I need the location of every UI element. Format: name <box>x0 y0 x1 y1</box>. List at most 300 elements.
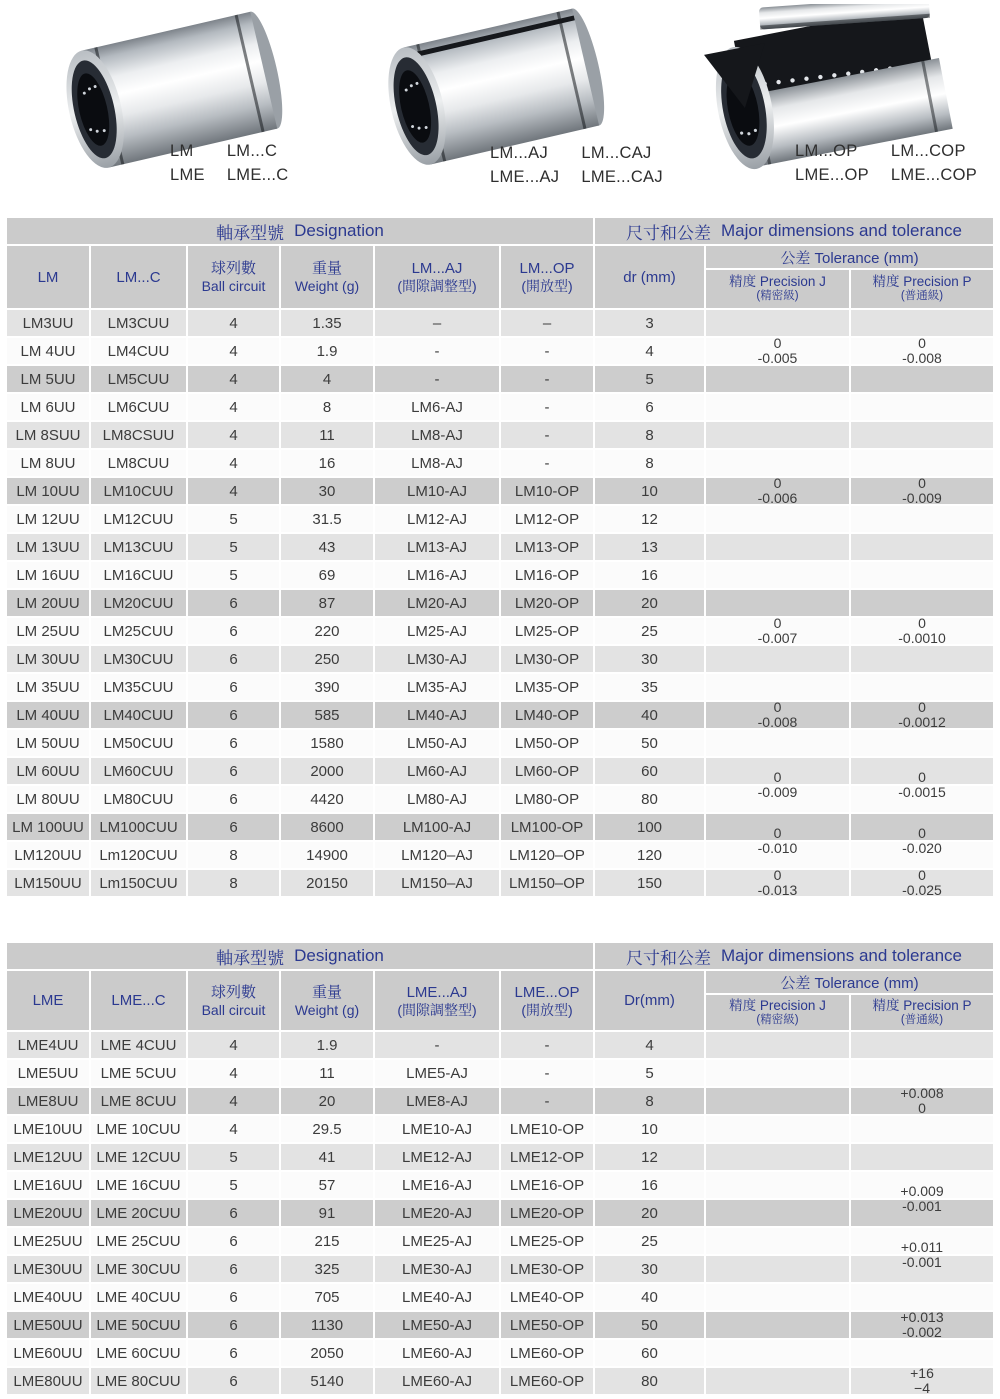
table-cell: LM35-OP <box>501 674 593 700</box>
table-cell: 4 <box>281 366 373 392</box>
table-cell: LM 20UU <box>7 590 89 616</box>
table-cell: LM150–AJ <box>375 870 499 896</box>
table-cell: LME10UU <box>7 1116 89 1142</box>
table-cell: LM60-AJ <box>375 758 499 784</box>
table-cell: 10 <box>595 1116 704 1142</box>
table-cell: LME20UU <box>7 1200 89 1226</box>
table-cell: LME50-AJ <box>375 1312 499 1338</box>
table-cell: LM35CUU <box>91 674 186 700</box>
tolerance-value: 0 -0.009 <box>902 475 942 506</box>
table-cell: 6 <box>188 590 279 616</box>
table-cell: - <box>501 450 593 476</box>
table-cell: - <box>501 1032 593 1058</box>
table-row <box>7 1284 993 1310</box>
table-row <box>7 1032 993 1058</box>
table-cell: LM8CSUU <box>91 422 186 448</box>
table-cell: 11 <box>281 1060 373 1086</box>
table-cell: LME20-OP <box>501 1200 593 1226</box>
table-cell: 16 <box>281 450 373 476</box>
table-cell: LME25-OP <box>501 1228 593 1254</box>
table-cell: 50 <box>595 730 704 756</box>
table-cell: LM6CUU <box>91 394 186 420</box>
table-cell: 60 <box>595 758 704 784</box>
tolerance-value: 0 -0.010 <box>757 825 798 856</box>
table-cell: 5140 <box>281 1368 373 1394</box>
table-cell: 4 <box>188 478 279 504</box>
table-cell: LME60-AJ <box>375 1368 499 1394</box>
table-row <box>7 1085 993 1116</box>
table-cell: LM50CUU <box>91 730 186 756</box>
table-cell: 215 <box>281 1228 373 1254</box>
table-cell: LM20CUU <box>91 590 186 616</box>
table-cell: LM 100UU <box>7 814 89 840</box>
table-row <box>7 394 993 420</box>
table-cell: 4 <box>188 394 279 420</box>
table-cell <box>851 534 993 560</box>
table-cell: LM120–AJ <box>375 842 499 868</box>
table-cell <box>706 1172 849 1198</box>
designation-title: 軸承型號 Designation <box>7 218 593 244</box>
tolerance-header-group <box>706 971 993 1030</box>
col-header-tolerance: 公差 Tolerance (mm) <box>706 971 993 993</box>
table-cell <box>851 1116 993 1142</box>
col-header-aj: LM...AJ (間隙調整型) <box>375 246 499 308</box>
table-cell: 1.9 <box>281 338 373 364</box>
table-cell: 1.9 <box>281 1032 373 1058</box>
table-cell: - <box>501 366 593 392</box>
table-cell <box>706 1060 849 1086</box>
table-cell: LM80CUU <box>91 786 186 812</box>
table-cell: LM 25UU <box>7 618 89 644</box>
table-cell: LM150UU <box>7 870 89 896</box>
table-cell: LME60-OP <box>501 1340 593 1366</box>
label-lme: LME <box>170 166 205 184</box>
col-header-precision-j: 精度 Precision J (精密級) <box>706 270 849 308</box>
table-row <box>7 1116 993 1142</box>
col-header-lm: LM <box>7 246 89 308</box>
table-cell: LME80UU <box>7 1368 89 1394</box>
label-lm: LM <box>170 142 194 160</box>
table-cell: LME8UU <box>7 1088 89 1114</box>
table-cell: LM 4UU <box>7 338 89 364</box>
table-cell <box>851 450 993 476</box>
col-header-precision-p: 精度 Precision P (普通級) <box>851 995 993 1030</box>
table-cell: 80 <box>595 1368 704 1394</box>
table-cell: 31.5 <box>281 506 373 532</box>
table-cell: LM80-AJ <box>375 786 499 812</box>
table-cell: 6 <box>188 618 279 644</box>
table-cell <box>706 1368 849 1394</box>
table-cell: LME 40CUU <box>91 1284 186 1310</box>
table-cell: 57 <box>281 1172 373 1198</box>
table-cell <box>706 562 849 588</box>
tolerance-value: 0 -0.020 <box>902 825 942 856</box>
table-cell <box>851 422 993 448</box>
table-cell: 4 <box>188 422 279 448</box>
table-cell: 4 <box>188 450 279 476</box>
table-cell: LM80-OP <box>501 786 593 812</box>
table-cell: LME60-OP <box>501 1368 593 1394</box>
table-cell: 6 <box>188 814 279 840</box>
table-cell: 30 <box>595 646 704 672</box>
table-cell: 4 <box>188 338 279 364</box>
table-cell: LM10CUU <box>91 478 186 504</box>
table-cell <box>706 394 849 420</box>
table-cell: LM50-OP <box>501 730 593 756</box>
table-cell: 2050 <box>281 1340 373 1366</box>
table-cell: 4 <box>188 1116 279 1142</box>
tolerance-value: 0 -0.009 <box>757 769 798 800</box>
table-cell: LME16-AJ <box>375 1172 499 1198</box>
tolerance-value: 0 -0.025 <box>902 867 942 898</box>
table-cell: LM120–OP <box>501 842 593 868</box>
lme-table-title-row <box>7 943 993 969</box>
col-header-ball-circuit: 球列數 Ball circuit <box>188 971 279 1030</box>
table-cell: LM13-OP <box>501 534 593 560</box>
table-cell: 29.5 <box>281 1116 373 1142</box>
tolerance-value: 0 -0.013 <box>757 867 798 898</box>
table-cell <box>851 310 993 336</box>
tolerance-value: 0 -0.007 <box>757 615 798 646</box>
label-lme-aj: LME...AJ <box>490 168 560 186</box>
table-cell <box>851 730 993 756</box>
designation-title: 軸承型號 Designation <box>7 943 593 969</box>
table-cell: LM20-OP <box>501 590 593 616</box>
table-cell: 1580 <box>281 730 373 756</box>
table-cell: LM 40UU <box>7 702 89 728</box>
table-row <box>7 1365 993 1396</box>
table-cell: 5 <box>188 506 279 532</box>
table-cell: LME 8CUU <box>91 1088 186 1114</box>
table-cell: LM120UU <box>7 842 89 868</box>
table-cell: LM25-OP <box>501 618 593 644</box>
table-cell <box>851 394 993 420</box>
table-cell: 220 <box>281 618 373 644</box>
table-cell: LME50-OP <box>501 1312 593 1338</box>
open-bearing-labels <box>795 142 977 185</box>
table-cell: 12 <box>595 1144 704 1170</box>
table-row <box>7 1256 993 1282</box>
table-cell <box>706 674 849 700</box>
table-cell: 25 <box>595 1228 704 1254</box>
label-lm-op: LM...OP <box>795 142 858 160</box>
table-cell: 5 <box>188 1144 279 1170</box>
table-cell: 5 <box>595 366 704 392</box>
table-cell <box>706 422 849 448</box>
table-cell <box>706 1284 849 1310</box>
col-header-ball-circuit: 球列數 Ball circuit <box>188 246 279 308</box>
table-cell: LM 8UU <box>7 450 89 476</box>
table-cell: LME10-AJ <box>375 1116 499 1142</box>
table-cell: 4 <box>188 310 279 336</box>
dimensions-title: 尺寸和公差 Major dimensions and tolerance <box>595 943 993 969</box>
col-header-op: LM...OP (開放型) <box>501 246 593 308</box>
label-lm-c: LM...C <box>226 142 278 160</box>
col-header-weight: 重量 Weight (g) <box>281 971 373 1030</box>
table-cell: 5 <box>595 1060 704 1086</box>
table-row <box>7 1309 993 1340</box>
table-cell: LM 80UU <box>7 786 89 812</box>
lm-table-title-row <box>7 218 993 244</box>
table-cell: LME12-OP <box>501 1144 593 1170</box>
table-cell: 14900 <box>281 842 373 868</box>
table-cell <box>851 562 993 588</box>
table-cell: LM3CUU <box>91 310 186 336</box>
table-row <box>7 1200 993 1226</box>
table-cell <box>851 366 993 392</box>
table-cell: 390 <box>281 674 373 700</box>
table-cell <box>851 590 993 616</box>
table-cell: LME 30CUU <box>91 1256 186 1282</box>
table-cell: - <box>501 394 593 420</box>
table-cell: LM 50UU <box>7 730 89 756</box>
table-row <box>7 562 993 588</box>
lm-column-header-row <box>7 246 993 308</box>
table-cell: 40 <box>595 702 704 728</box>
table-cell <box>706 534 849 560</box>
table-cell <box>851 1284 993 1310</box>
table-row <box>7 422 993 448</box>
table-cell: 50 <box>595 1312 704 1338</box>
label-lm-caj: LM...CAJ <box>581 144 652 162</box>
table-cell: - <box>501 422 593 448</box>
table-cell: LME30-AJ <box>375 1256 499 1282</box>
table-cell: Lm120CUU <box>91 842 186 868</box>
table-cell: - <box>501 338 593 364</box>
table-cell: LM 13UU <box>7 534 89 560</box>
table-cell: 250 <box>281 646 373 672</box>
table-cell: LME10-OP <box>501 1116 593 1142</box>
table-cell: 43 <box>281 534 373 560</box>
col-header-op: LME...OP (開放型) <box>501 971 593 1030</box>
lme-column-header-row <box>7 971 993 1030</box>
table-cell: 20 <box>595 590 704 616</box>
table-cell: LM20-AJ <box>375 590 499 616</box>
table-cell: LME 4CUU <box>91 1032 186 1058</box>
table-cell: LM40CUU <box>91 702 186 728</box>
table-row <box>7 310 993 336</box>
label-lme-op: LME...OP <box>795 166 869 184</box>
table-cell <box>851 1144 993 1170</box>
table-cell: 1130 <box>281 1312 373 1338</box>
table-cell: LME 16CUU <box>91 1172 186 1198</box>
table-cell: LM100-OP <box>501 814 593 840</box>
table-cell: LM25CUU <box>91 618 186 644</box>
table-cell <box>706 1032 849 1058</box>
table-cell: LM35-AJ <box>375 674 499 700</box>
table-row <box>7 1172 993 1198</box>
table-cell: 8 <box>188 870 279 896</box>
table-cell: 4 <box>595 1032 704 1058</box>
table-cell: 41 <box>281 1144 373 1170</box>
table-cell: – <box>501 310 593 336</box>
table-cell <box>706 1200 849 1226</box>
table-cell: LME16UU <box>7 1172 89 1198</box>
table-cell: 325 <box>281 1256 373 1282</box>
table-cell: 8 <box>595 450 704 476</box>
table-cell: LME 50CUU <box>91 1312 186 1338</box>
product-photos <box>0 0 1000 215</box>
table-cell <box>851 1060 993 1086</box>
col-header-precision-p: 精度 Precision P (普通級) <box>851 270 993 308</box>
table-cell: LME 60CUU <box>91 1340 186 1366</box>
table-cell: LM5CUU <box>91 366 186 392</box>
table-cell: LME60-AJ <box>375 1340 499 1366</box>
table-cell <box>851 674 993 700</box>
table-cell: LM30-AJ <box>375 646 499 672</box>
table-cell: 4 <box>188 1088 279 1114</box>
col-header-weight: 重量 Weight (g) <box>281 246 373 308</box>
table-cell: 4420 <box>281 786 373 812</box>
table-cell: 120 <box>595 842 704 868</box>
table-cell <box>706 1312 849 1338</box>
lme-series-table <box>7 943 993 1396</box>
table-cell: 8 <box>188 842 279 868</box>
table-cell: 25 <box>595 618 704 644</box>
col-header-dr: dr (mm) <box>595 246 704 308</box>
table-cell: 91 <box>281 1200 373 1226</box>
table-cell: LM 60UU <box>7 758 89 784</box>
table-cell: LM3UU <box>7 310 89 336</box>
table-cell: 6 <box>188 758 279 784</box>
tolerance-value: 0 -0.0012 <box>898 699 946 730</box>
table-cell: LM 10UU <box>7 478 89 504</box>
table-cell: 3 <box>595 310 704 336</box>
label-lme-c: LME...C <box>226 166 289 184</box>
col-header-precision-j: 精度 Precision J (精密級) <box>706 995 849 1030</box>
tolerance-value: +16 −4 <box>910 1365 934 1396</box>
table-cell: 6 <box>188 646 279 672</box>
table-cell: 6 <box>188 1312 279 1338</box>
table-cell <box>706 1144 849 1170</box>
tolerance-value: 0 -0.006 <box>757 475 798 506</box>
table-cell: LM100-AJ <box>375 814 499 840</box>
table-cell: LM8-AJ <box>375 422 499 448</box>
table-cell: 6 <box>188 674 279 700</box>
table-cell: 4 <box>188 366 279 392</box>
table-cell: 5 <box>188 562 279 588</box>
table-cell: 87 <box>281 590 373 616</box>
table-cell: LME5-AJ <box>375 1060 499 1086</box>
lm-table-body <box>7 310 993 896</box>
col-header-tolerance: 公差 Tolerance (mm) <box>706 246 993 268</box>
table-cell: 13 <box>595 534 704 560</box>
table-cell: LM60-OP <box>501 758 593 784</box>
table-cell <box>706 590 849 616</box>
table-cell: LM8-AJ <box>375 450 499 476</box>
table-cell: 35 <box>595 674 704 700</box>
table-cell: 8 <box>595 422 704 448</box>
table-cell <box>706 730 849 756</box>
tolerance-value: 0 -0.0015 <box>898 769 946 800</box>
table-cell: LM60CUU <box>91 758 186 784</box>
table-cell: 4 <box>188 1032 279 1058</box>
table-cell: 6 <box>188 1228 279 1254</box>
table-cell <box>706 1256 849 1282</box>
table-cell <box>706 366 849 392</box>
tolerance-value: +0.008 0 <box>900 1085 944 1116</box>
table-cell: LM16-AJ <box>375 562 499 588</box>
table-cell: LME12UU <box>7 1144 89 1170</box>
table-cell: LME30-OP <box>501 1256 593 1282</box>
table-cell: 4 <box>595 338 704 364</box>
table-cell <box>706 1340 849 1366</box>
table-cell: - <box>375 1032 499 1058</box>
table-cell: Lm150CUU <box>91 870 186 896</box>
tolerance-value: +0.009 -0.001 <box>900 1183 944 1214</box>
label-lm-cop: LM...COP <box>890 142 966 160</box>
table-cell: 80 <box>595 786 704 812</box>
label-lme-caj: LME...CAJ <box>581 168 663 186</box>
table-cell <box>706 506 849 532</box>
col-header-lm-c: LM...C <box>91 246 186 308</box>
table-cell <box>706 1088 849 1114</box>
table-cell: 1.35 <box>281 310 373 336</box>
table-cell: LME 10CUU <box>91 1116 186 1142</box>
table-cell: – <box>375 310 499 336</box>
table-cell: 12 <box>595 506 704 532</box>
standard-bearing-labels <box>170 142 289 185</box>
table-cell: 8 <box>595 1088 704 1114</box>
tolerance-header-group <box>706 246 993 308</box>
table-cell: 11 <box>281 422 373 448</box>
table-cell: 6 <box>188 702 279 728</box>
table-cell: LME60UU <box>7 1340 89 1366</box>
table-cell: LM40-OP <box>501 702 593 728</box>
table-cell: 585 <box>281 702 373 728</box>
table-cell: LME5UU <box>7 1060 89 1086</box>
table-row <box>7 590 993 616</box>
table-cell: LME20-AJ <box>375 1200 499 1226</box>
tolerance-value: 0 -0.005 <box>757 335 798 366</box>
table-cell: 10 <box>595 478 704 504</box>
lm-series-table <box>7 218 993 898</box>
table-cell: 6 <box>188 1200 279 1226</box>
table-cell: LM12-AJ <box>375 506 499 532</box>
table-cell <box>851 1032 993 1058</box>
table-cell: LM12CUU <box>91 506 186 532</box>
table-cell <box>706 1116 849 1142</box>
table-cell: 4 <box>188 1060 279 1086</box>
table-cell: 6 <box>188 1340 279 1366</box>
table-cell: LME40UU <box>7 1284 89 1310</box>
table-cell: LME40-AJ <box>375 1284 499 1310</box>
table-cell: - <box>501 1088 593 1114</box>
table-cell: 30 <box>281 478 373 504</box>
table-cell <box>851 506 993 532</box>
table-cell: LM4CUU <box>91 338 186 364</box>
table-cell: 69 <box>281 562 373 588</box>
col-header-dr: Dr(mm) <box>595 971 704 1030</box>
table-cell: LME4UU <box>7 1032 89 1058</box>
table-cell: 100 <box>595 814 704 840</box>
table-cell: LM30CUU <box>91 646 186 672</box>
table-cell: 705 <box>281 1284 373 1310</box>
table-cell: LME8-AJ <box>375 1088 499 1114</box>
table-cell: LME12-AJ <box>375 1144 499 1170</box>
col-header-lme-c: LME...C <box>91 971 186 1030</box>
table-cell: 6 <box>595 394 704 420</box>
table-row <box>7 646 993 672</box>
table-cell: LM10-OP <box>501 478 593 504</box>
tolerance-value: 0 -0.008 <box>902 335 942 366</box>
table-cell: LME 25CUU <box>91 1228 186 1254</box>
table-cell: 8600 <box>281 814 373 840</box>
table-cell <box>851 646 993 672</box>
table-cell: LME30UU <box>7 1256 89 1282</box>
table-cell: LM10-AJ <box>375 478 499 504</box>
table-cell: LM8CUU <box>91 450 186 476</box>
